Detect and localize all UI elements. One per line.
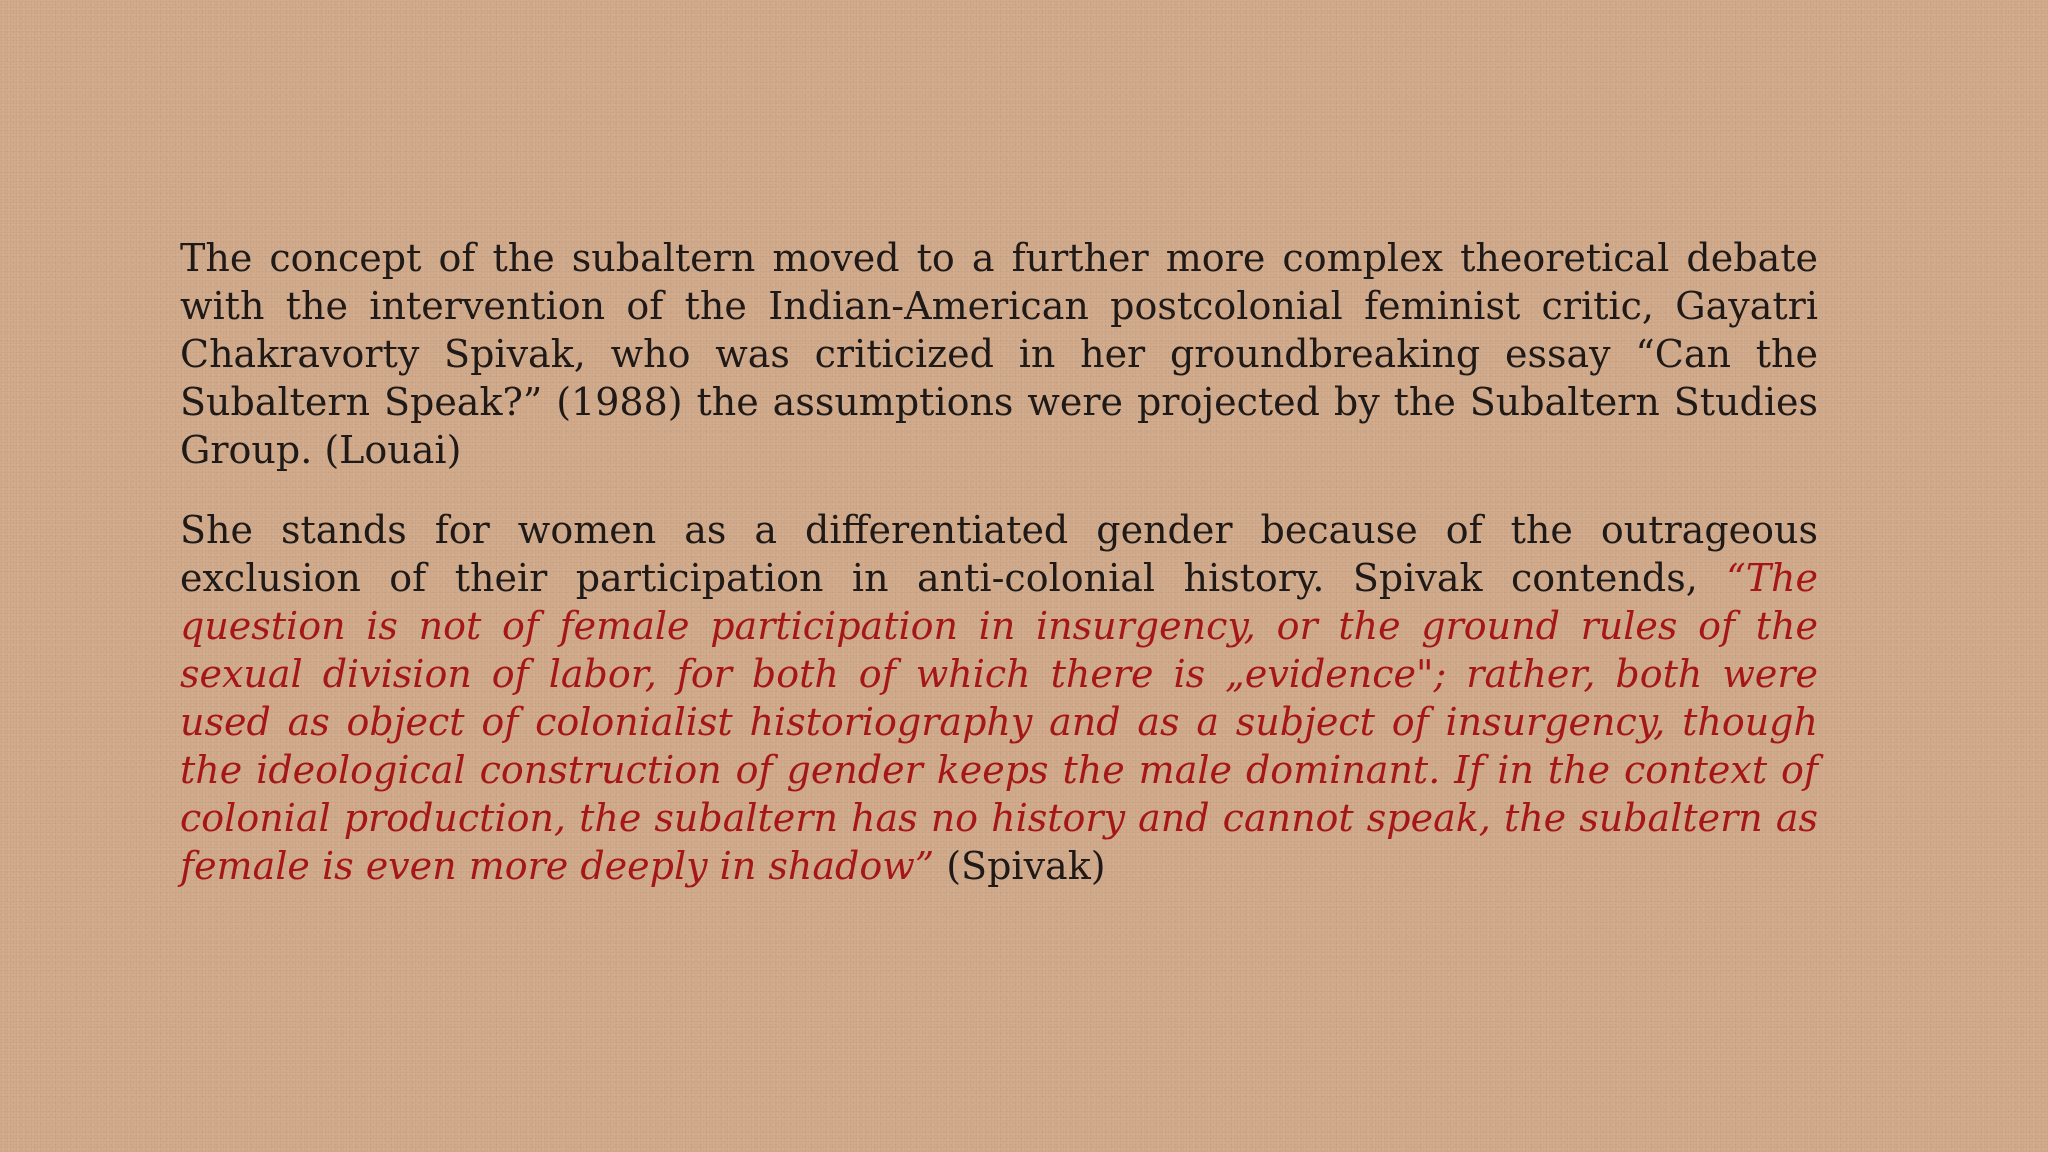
text-content: [180, 234, 1818, 890]
spivak-quotation: “The question is not of female participation in insurgency, or the ground rules of the sexual division of labor, for both of which there is „evidence"; rather, both were used as object of colonialist historiography and as a subject of insurgency, though the ideological construction of gender keeps the male dominant. If in the context of colonial production, the subaltern has no history and cannot speak, the subaltern as female is even more deeply in shadow”: [180, 556, 1818, 888]
paragraph-subaltern-concept: The concept of the subaltern moved to a further more complex theoretical debate with the intervention of the Indian-American postcolonial feminist critic, Gayatri Chakravorty Spivak, who was criticized in her groundbreaking essay “Can the Subaltern Speak?” (1988) the assumptions were projected by the Subaltern Studies Group. (Louai): [180, 236, 1818, 472]
paragraph-intro-text: She stands for women as a differentiated gender because of the outrageous exclusion of their participation in anti-colonial history. Spivak contends,: [180, 508, 1818, 600]
paragraph-spivak-quote: [180, 506, 1818, 890]
citation-spivak: (Spivak): [934, 844, 1106, 888]
